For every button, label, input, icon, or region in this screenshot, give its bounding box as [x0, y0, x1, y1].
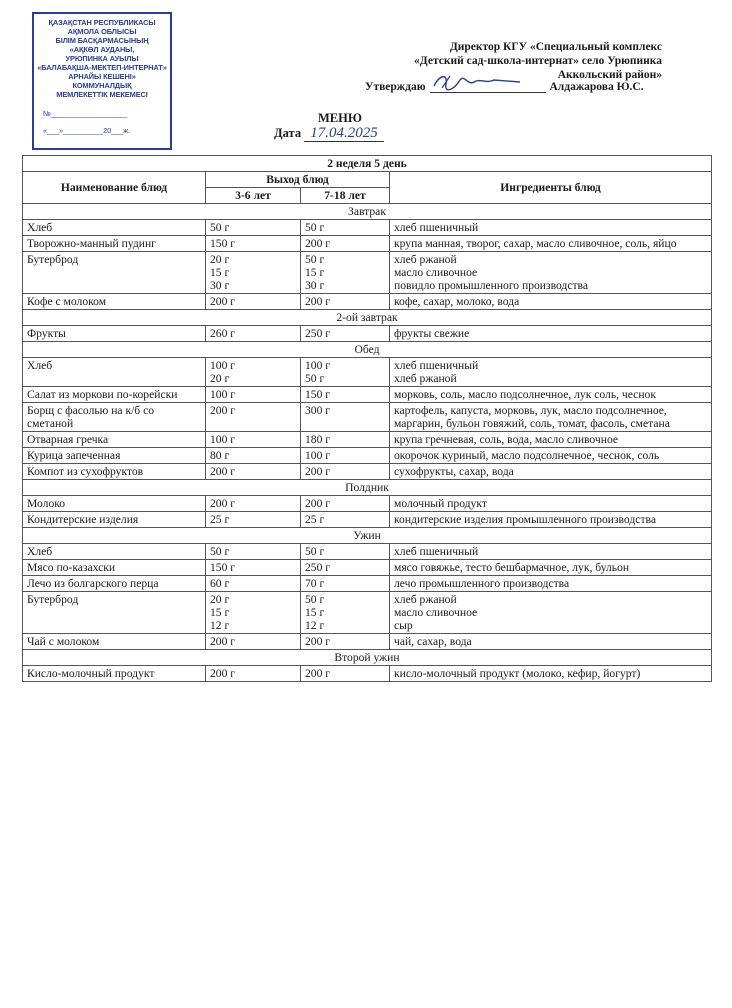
dish-row — [23, 236, 712, 252]
dish-row — [23, 666, 712, 682]
cell-line: хлеб ржаной — [394, 372, 457, 385]
stamp-date: «___»__________20___ж. — [43, 126, 131, 135]
dish-row — [23, 252, 712, 294]
portion-7-18 — [301, 294, 390, 310]
cell-line: 200 г — [305, 237, 331, 250]
cell-line: кисло-молочный продукт (молоко, кефир, йогурт) — [394, 667, 641, 680]
cell-line: фрукты свежие — [394, 327, 470, 340]
cell-line: хлеб пшеничный — [394, 359, 479, 372]
meal-section-title: Обед — [23, 342, 712, 358]
dish-name: Бутерброд — [23, 592, 206, 634]
dish-row — [23, 496, 712, 512]
cell-line: 150 г — [305, 388, 331, 401]
dish-row — [23, 592, 712, 634]
stamp-line: МЕМЛЕКЕТТІК МЕКЕМЕСІ — [56, 90, 148, 99]
cell-line: 100 г — [210, 388, 236, 401]
portion-7-18 — [301, 358, 390, 387]
portion-7-18 — [301, 252, 390, 294]
cell-line: мясо говяжье, тесто бешбармачное, лук, бульон — [394, 561, 630, 574]
portion-3-6 — [206, 592, 301, 634]
cell-line: 12 г — [305, 619, 325, 632]
cell-line: 20 г — [210, 372, 230, 385]
meal-section-row — [23, 480, 712, 496]
cell-line: крупа манная, творог, сахар, масло сливочное, соль, яйцо — [394, 237, 677, 250]
header-name: Наименование блюд — [23, 172, 206, 204]
cell-line: 60 г — [210, 577, 230, 590]
dish-ingredients — [390, 326, 712, 342]
dish-ingredients — [390, 544, 712, 560]
portion-3-6 — [206, 666, 301, 682]
dish-name: Салат из моркови по-корейски — [23, 387, 206, 403]
meal-section-title: Полдник — [23, 480, 712, 496]
cell-line: сыр — [394, 619, 413, 632]
stamp-line: УРЮПИНКА АУЫЛЫ — [65, 54, 139, 63]
portion-7-18 — [301, 236, 390, 252]
portion-7-18 — [301, 464, 390, 480]
portion-3-6 — [206, 560, 301, 576]
cell-line: 50 г — [305, 253, 325, 266]
portion-3-6 — [206, 358, 301, 387]
cell-line: морковь, соль, масло подсолнечное, лук соль, чеснок — [394, 388, 656, 401]
portion-3-6 — [206, 464, 301, 480]
dish-name: Творожно-манный пудинг — [23, 236, 206, 252]
cell-line: хлеб пшеничный — [394, 221, 479, 234]
stamp-number: №___________________ — [43, 109, 128, 118]
dish-ingredients — [390, 220, 712, 236]
cell-line: 80 г — [210, 449, 230, 462]
cell-line: сухофрукты, сахар, вода — [394, 465, 514, 478]
cell-line: 20 г — [210, 253, 230, 266]
portion-7-18 — [301, 592, 390, 634]
portion-3-6 — [206, 496, 301, 512]
signer-name: Алдажарова Ю.С. — [549, 81, 644, 93]
approval-line: Директор КГУ «Специальный комплекс — [449, 41, 662, 53]
dish-row — [23, 634, 712, 650]
cell-line: хлеб пшеничный — [394, 545, 479, 558]
cell-line: 200 г — [305, 497, 331, 510]
stamp-line: «БАЛАБАҚША-МЕКТЕП-ИНТЕРНАТ» — [37, 63, 167, 72]
cell-line: 200 г — [210, 465, 236, 478]
header-output: Выход блюд — [206, 172, 390, 188]
meal-section-row — [23, 528, 712, 544]
cell-line: масло сливочное — [394, 266, 478, 279]
portion-3-6 — [206, 512, 301, 528]
cell-line: 300 г — [305, 404, 331, 417]
dish-ingredients — [390, 576, 712, 592]
portion-3-6 — [206, 294, 301, 310]
stamp-line: АҚМОЛА ОБЛЫСЫ — [67, 27, 137, 36]
cell-line: 150 г — [210, 237, 236, 250]
approve-label: Утверждаю — [365, 81, 426, 93]
dish-ingredients — [390, 496, 712, 512]
cell-line: крупа гречневая, соль, вода, масло сливочное — [394, 433, 619, 446]
dish-row — [23, 387, 712, 403]
date-value: 17.04.2025 — [304, 125, 384, 142]
portion-7-18 — [301, 387, 390, 403]
cell-line: хлеб ржаной — [394, 253, 457, 266]
header-age-3-6: 3-6 лет — [206, 188, 301, 204]
dish-name: Чай с молоком — [23, 634, 206, 650]
cell-line: 12 г — [210, 619, 230, 632]
cell-line: 200 г — [210, 667, 236, 680]
dish-ingredients — [390, 560, 712, 576]
cell-line: масло сливочное — [394, 606, 478, 619]
cell-line: 20 г — [210, 593, 230, 606]
cell-line: 50 г — [305, 593, 325, 606]
dish-name: Компот из сухофруктов — [23, 464, 206, 480]
dish-name: Курица запеченная — [23, 448, 206, 464]
cell-line: 100 г — [305, 449, 331, 462]
meal-section-row — [23, 204, 712, 220]
portion-3-6 — [206, 634, 301, 650]
portion-3-6 — [206, 252, 301, 294]
dish-name: Мясо по-казахски — [23, 560, 206, 576]
portion-7-18 — [301, 576, 390, 592]
cell-line: 200 г — [210, 635, 236, 648]
cell-line: 70 г — [305, 577, 325, 590]
cell-line: 200 г — [305, 295, 331, 308]
dish-ingredients — [390, 432, 712, 448]
dish-row — [23, 432, 712, 448]
official-stamp — [32, 12, 172, 150]
menu-title: МЕНЮ — [318, 111, 362, 125]
dish-name: Фрукты — [23, 326, 206, 342]
cell-line: 15 г — [210, 266, 230, 279]
meal-section-title: Завтрак — [23, 204, 712, 220]
cell-line: 15 г — [210, 606, 230, 619]
dish-row — [23, 544, 712, 560]
dish-row — [23, 560, 712, 576]
date-label: Дата — [274, 126, 302, 140]
portion-7-18 — [301, 560, 390, 576]
portion-7-18 — [301, 403, 390, 432]
dish-ingredients — [390, 512, 712, 528]
meal-section-row — [23, 310, 712, 326]
dish-name: Молоко — [23, 496, 206, 512]
date-row — [274, 125, 384, 142]
cell-line: хлеб ржаной — [394, 593, 457, 606]
cell-line: 30 г — [305, 279, 325, 292]
dish-name: Хлеб — [23, 220, 206, 236]
portion-3-6 — [206, 326, 301, 342]
cell-line: 50 г — [305, 545, 325, 558]
meal-section-title: Второй ужин — [23, 650, 712, 666]
dish-name: Хлеб — [23, 358, 206, 387]
portion-7-18 — [301, 496, 390, 512]
cell-line: 180 г — [305, 433, 331, 446]
signature-scribble-icon — [430, 70, 540, 94]
cell-line: 150 г — [210, 561, 236, 574]
portion-3-6 — [206, 236, 301, 252]
cell-line: 200 г — [210, 295, 236, 308]
cell-line: 25 г — [210, 513, 230, 526]
portion-3-6 — [206, 576, 301, 592]
dish-ingredients — [390, 358, 712, 387]
stamp-line: БІЛІМ БАСҚАРМАСЫНЫҢ — [55, 36, 149, 45]
portion-7-18 — [301, 666, 390, 682]
cell-line: 200 г — [305, 635, 331, 648]
menu-table — [22, 155, 712, 682]
cell-line: 25 г — [305, 513, 325, 526]
cell-line: 200 г — [305, 667, 331, 680]
cell-line: 250 г — [305, 327, 331, 340]
portion-3-6 — [206, 403, 301, 432]
cell-line: окорочок куриный, масло подсолнечное, чеснок, соль — [394, 449, 660, 462]
cell-line: повидло промышленного производства — [394, 279, 589, 292]
stamp-line: КОММУНАЛДЫҚ — [72, 81, 132, 90]
signature-line — [430, 80, 546, 93]
dish-name: Кондитерские изделия — [23, 512, 206, 528]
stamp-line: ҚАЗАҚСТАН РЕСПУБЛИКАСЫ — [48, 18, 156, 27]
portion-7-18 — [301, 634, 390, 650]
approval-line: Аккольский район» — [557, 69, 662, 81]
dish-name: Кисло-молочный продукт — [23, 666, 206, 682]
dish-row — [23, 294, 712, 310]
dish-row — [23, 403, 712, 432]
meal-section-row — [23, 650, 712, 666]
cell-line: 50 г — [210, 221, 230, 234]
cell-line: кофе, сахар, молоко, вода — [394, 295, 520, 308]
cell-line: 15 г — [305, 606, 325, 619]
cell-line: 50 г — [305, 372, 325, 385]
dish-ingredients — [390, 236, 712, 252]
approval-line: «Детский сад-школа-интернат» село Урюпинка — [414, 55, 662, 67]
header-ingredients: Ингредиенты блюд — [390, 172, 712, 204]
dish-row — [23, 576, 712, 592]
dish-ingredients — [390, 634, 712, 650]
cell-line: 50 г — [210, 545, 230, 558]
dish-row — [23, 512, 712, 528]
meal-section-row — [23, 342, 712, 358]
portion-7-18 — [301, 448, 390, 464]
cell-line: лечо промышленного производства — [394, 577, 570, 590]
cell-line: 260 г — [210, 327, 236, 340]
dish-row — [23, 464, 712, 480]
portion-7-18 — [301, 544, 390, 560]
stamp-line: «АҚКӨЛ АУДАНЫ, — [69, 45, 135, 54]
cell-line: кондитерские изделия промышленного производства — [394, 513, 656, 526]
cell-line: 100 г — [210, 433, 236, 446]
cell-line: чай, сахар, вода — [394, 635, 472, 648]
cell-line: 200 г — [210, 497, 236, 510]
portion-3-6 — [206, 544, 301, 560]
portion-3-6 — [206, 448, 301, 464]
dish-ingredients — [390, 464, 712, 480]
portion-7-18 — [301, 432, 390, 448]
dish-ingredients — [390, 294, 712, 310]
portion-3-6 — [206, 220, 301, 236]
cell-line: молочный продукт — [394, 497, 487, 510]
portion-7-18 — [301, 326, 390, 342]
cell-line: 50 г — [305, 221, 325, 234]
meal-section-title: Ужин — [23, 528, 712, 544]
portion-3-6 — [206, 387, 301, 403]
dish-name: Отварная гречка — [23, 432, 206, 448]
dish-ingredients — [390, 448, 712, 464]
dish-name: Кофе с молоком — [23, 294, 206, 310]
portion-7-18 — [301, 220, 390, 236]
dish-row — [23, 448, 712, 464]
dish-ingredients — [390, 252, 712, 294]
dish-ingredients — [390, 666, 712, 682]
cell-line: 250 г — [305, 561, 331, 574]
portion-7-18 — [301, 512, 390, 528]
dish-row — [23, 358, 712, 387]
cell-line: 200 г — [305, 465, 331, 478]
signature-row — [365, 80, 665, 93]
cell-line: 15 г — [305, 266, 325, 279]
dish-name: Борщ с фасолью на к/б со сметаной — [23, 403, 206, 432]
cell-line: 100 г — [210, 359, 236, 372]
dish-name: Хлеб — [23, 544, 206, 560]
cell-line: картофель, капуста, морковь, лук, масло подсолнечное, маргарин, бульон говяжий, соль, томат, фасоль, сметана — [394, 404, 670, 430]
cell-line: 200 г — [210, 404, 236, 417]
stamp-line: АРНАЙЫ КЕШЕНІ» — [68, 72, 136, 81]
dish-name: Бутерброд — [23, 252, 206, 294]
dish-ingredients — [390, 387, 712, 403]
cell-line: 100 г — [305, 359, 331, 372]
dish-name: Лечо из болгарского перца — [23, 576, 206, 592]
week-day-header: 2 неделя 5 день — [23, 156, 712, 172]
dish-ingredients — [390, 403, 712, 432]
dish-ingredients — [390, 592, 712, 634]
dish-row — [23, 220, 712, 236]
dish-row — [23, 326, 712, 342]
portion-3-6 — [206, 432, 301, 448]
meal-section-title: 2-ой завтрак — [23, 310, 712, 326]
header-age-7-18: 7-18 лет — [301, 188, 390, 204]
cell-line: 30 г — [210, 279, 230, 292]
